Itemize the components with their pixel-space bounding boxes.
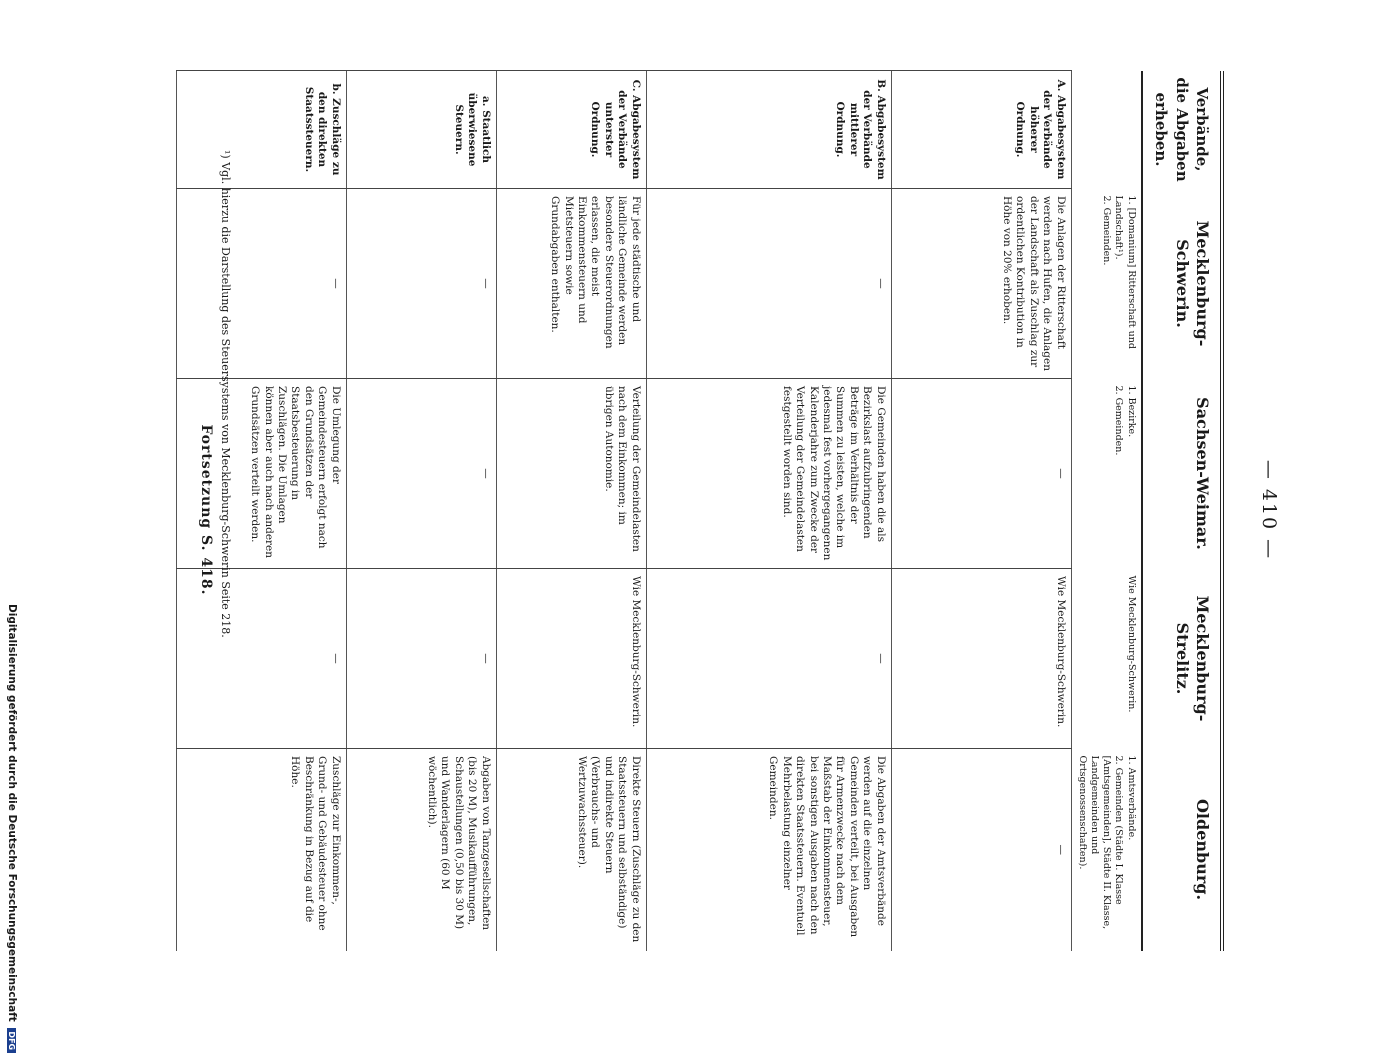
cell: — xyxy=(346,189,496,379)
row-label: A. Abgabesystem der Verbände höherer Ordnung. xyxy=(891,71,1071,189)
cell xyxy=(1071,749,1141,951)
list-item: 1. Bezirke. xyxy=(1125,385,1137,438)
dfg-logo-icon: DFG xyxy=(7,1028,16,1053)
cell xyxy=(1071,379,1141,569)
cell: Die Umlegung der Gemeindesteuern erfolgt nach den Grundsätzen der Staatsbesteuerung in Zuschlägen. Die Umlagen können aber auch nach anderen Grundsätzen verteilt werden. xyxy=(176,379,346,569)
column-header-oldenburg: Oldenburg. xyxy=(1142,749,1222,951)
cell: — xyxy=(891,379,1071,569)
column-header-mecklenburg-strelitz: Mecklenburg-Strelitz. xyxy=(1142,569,1222,749)
cell: Zuschläge zur Einkommen-, Grund- und Gebäudesteuer ohne Beschränkung in Bezug auf die Höhe. xyxy=(176,749,346,951)
table-row xyxy=(496,71,646,951)
continuation-note: Fortsetzung S. 418. xyxy=(198,424,214,596)
list-item: 1. [Domanium] Ritterschaft und Landschaft¹). xyxy=(1113,195,1137,349)
cell: Verteilung der Gemeindelasten nach dem Einkommen; im übrigen Autonomie. xyxy=(496,379,646,569)
cell: Wie Mecklenburg-Schwerin. xyxy=(496,569,646,749)
cell: — xyxy=(176,569,346,749)
cell: — xyxy=(176,189,346,379)
table-row xyxy=(891,71,1071,951)
cell: Die Anlagen der Ritterschaft werden nach Hufen, die Anlagen der Landschaft als Zuschlag zur ordentlichen Kontribution in Höhe von 20% erhoben. xyxy=(891,189,1071,379)
cell: Wie Mecklenburg-Schwerin. xyxy=(891,569,1071,749)
list-item: 2. Gemeinden. xyxy=(1113,385,1125,456)
credit-text: Digitalisierung gefördert durch die Deutsche Forschungsgemeinschaft xyxy=(6,604,18,1022)
cell: Die Abgaben der Amtsverbände werden auf die einzelnen Gemeinden verteilt, bei Ausgaben für Armenzwecke nach dem Maßstab der Einkommensteuer, bei sonstigen Ausgaben nach den direkten Staatssteuern. Eventuell Mehrbelastung einzelner Gemeinden. xyxy=(646,749,891,951)
column-header-verbaende: Verbände, die Abgaben erheben. xyxy=(1142,71,1222,189)
cell: — xyxy=(646,569,891,749)
table-row-verbaende xyxy=(1071,71,1141,951)
row-label: B. Abgabesystem der Verbände mittlerer Ordnung. xyxy=(646,71,891,189)
row-label: b. Zuschläge zu den direkten Staatssteuern. xyxy=(176,71,346,189)
cell: — xyxy=(646,189,891,379)
cell xyxy=(1071,569,1141,749)
row-label: C. Abgabesystem der Verbände unterster Ordnung. xyxy=(496,71,646,189)
page-number: — 410 — xyxy=(1258,459,1280,561)
cell xyxy=(1071,189,1141,379)
cell: Abgaben von Tanzgesellschaften (bis 20 M), Musikaufführungen, Schaustellungen (0,50 bis 30 M) und Wanderlagern (60 M wöchentlich). xyxy=(346,749,496,951)
column-header-mecklenburg-schwerin: Mecklenburg-Schwerin. xyxy=(1142,189,1222,379)
cell: Für jede städtische und ländliche Gemeinde werden besondere Steuerordnungen erlassen, die meist Einkommensteuern und Mietsteuern sowie Grundabgaben enthalten. xyxy=(496,189,646,379)
footnote: ¹) Vgl. hierzu die Darstellung des Steuersystems von Mecklenburg-Schwerin Seite 218. xyxy=(219,150,232,638)
list-item: 2. Gemeinden. xyxy=(1101,195,1113,266)
digitization-credit xyxy=(2,604,18,1051)
list-item: 2. Gemeinden (Städte I. Klasse [Amtsgemeinden], Städte II. Klasse, Landgemeinden und Ortsgenossenschaften). xyxy=(1076,755,1125,930)
list-item: Wie Mecklenburg-Schwerin. xyxy=(1125,575,1137,713)
cell: Die Gemeinden haben die als Bezirkslast aufzubringenden Beträge im Verhältnis der Summen zu leisten, welche im jedesmal fest vorhergegangenen Kalenderjahre zum Zwecke der Verteilung der Gemeindelasten festgestellt worden sind. xyxy=(646,379,891,569)
tax-table xyxy=(176,70,1224,951)
table-row xyxy=(346,71,496,951)
cell: Direkte Steuern (Zuschläge zu den Staatssteuern und selbständige) und indirekte Steuern (Verbrauchs- und Wertzuwachssteuer). xyxy=(496,749,646,951)
column-header-sachsen-weimar: Sachsen-Weimar. xyxy=(1142,379,1222,569)
cell: — xyxy=(891,749,1071,951)
row-label xyxy=(1071,71,1141,189)
list-item: 1. Amtsverbände. xyxy=(1125,755,1137,841)
table-row xyxy=(646,71,891,951)
cell: — xyxy=(346,569,496,749)
cell: — xyxy=(346,379,496,569)
rotated-page xyxy=(200,70,1290,950)
row-label: a. Staatlich überwiesene Steuern. xyxy=(346,71,496,189)
